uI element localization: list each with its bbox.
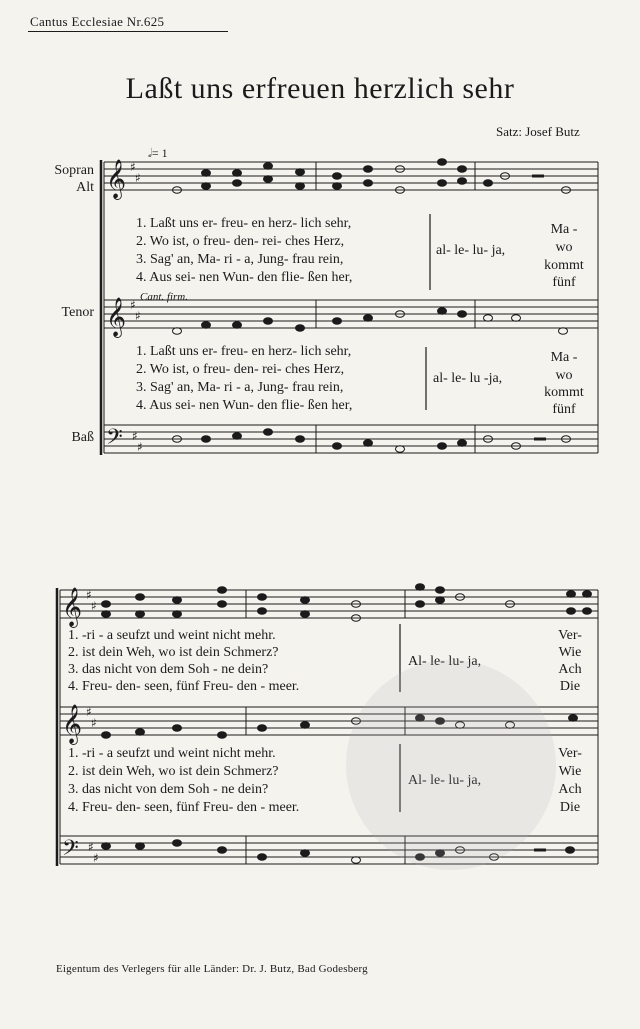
staff-sa-1 — [104, 162, 598, 190]
page-title: Laßt uns erfreuen herzlich sehr — [125, 72, 515, 105]
staff-tenor-1 — [104, 300, 598, 328]
verse-ending: Ver- — [558, 628, 582, 643]
footer-ownership: Eigentum des Verlegers für alle Länder: Dr. J. Butz, Bad Godesberg — [56, 963, 368, 975]
refrain-text: Al- le- lu- ja, — [408, 654, 482, 669]
staff-bass-1 — [104, 425, 598, 453]
treble-clef-icon: 𝄞 — [62, 587, 83, 627]
svg-text:♯: ♯ — [130, 160, 136, 174]
voice-label-bass: Baß — [71, 430, 94, 445]
verse-ending: wo — [555, 240, 573, 255]
verse-ending: Wie — [558, 645, 582, 660]
refrain-text: al- le- lu- ja, — [436, 243, 506, 258]
refrain-text: al- le- lu -ja, — [433, 371, 503, 386]
lyric-line: 4. Freu- den- seen, fünf Freu- den - meer. — [68, 679, 300, 694]
verse-ending: Die — [559, 800, 581, 815]
lyric-line: 1. Laßt uns er- freu- en herz- lich sehr, — [136, 344, 352, 359]
svg-text:♯: ♯ — [130, 298, 136, 312]
verse-ending: Ach — [558, 782, 582, 797]
voice-label-soprano: Sopran — [54, 163, 94, 178]
lyric-line: 2. Wo ist, o freu- den- rei- ches Herz, — [136, 234, 345, 249]
watermark-logo — [346, 660, 556, 870]
svg-text:♯: ♯ — [135, 309, 141, 323]
svg-text:♯: ♯ — [137, 440, 143, 454]
cantus-firmus-mark: Cant. firm. — [140, 291, 188, 303]
svg-text:♯: ♯ — [91, 716, 97, 730]
lyric-line: 3. das nicht von dem Soh - ne dein? — [68, 782, 269, 797]
tempo-mark: 𝅗𝅥= 1 — [148, 146, 168, 160]
verse-ending: Ma - — [550, 350, 578, 365]
bass-clef-icon: 𝄢 — [62, 836, 79, 866]
lyric-line: 3. Sag' an, Ma- ri - a, Jung- frau rein, — [136, 252, 344, 267]
lyric-line: 2. ist dein Weh, wo ist dein Schmerz? — [68, 645, 279, 660]
svg-text:♯: ♯ — [91, 599, 97, 613]
svg-text:♯: ♯ — [86, 588, 92, 602]
refrain-text: Al- le- lu- ja, — [408, 773, 482, 788]
treble-clef-icon: 𝄞 — [62, 704, 83, 744]
treble-clef-icon: 𝄞 — [106, 159, 127, 199]
verse-ending: kommt — [544, 258, 584, 273]
voice-label-alto: Alt — [76, 180, 94, 195]
verse-ending: Ma - — [550, 222, 578, 237]
svg-text:♯: ♯ — [132, 429, 138, 443]
verse-ending: kommt — [544, 385, 584, 400]
lyric-line: 3. das nicht von dem Soh - ne dein? — [68, 662, 269, 677]
lyric-line: 4. Freu- den- seen, fünf Freu- den - meer. — [68, 800, 300, 815]
svg-text:♯: ♯ — [88, 840, 94, 854]
lyric-line: 4. Aus sei- nen Wun- den flie- ßen her, — [136, 270, 353, 285]
verse-ending: Wie — [558, 764, 582, 779]
arranger-credit: Satz: Josef Butz — [496, 124, 580, 139]
verse-ending: fünf — [552, 402, 576, 417]
lyric-line: 2. ist dein Weh, wo ist dein Schmerz? — [68, 764, 279, 779]
verse-ending: Ach — [558, 662, 582, 677]
verse-ending: Ver- — [558, 746, 582, 761]
bass-clef-icon: 𝄢 — [106, 425, 123, 455]
svg-text:♯: ♯ — [86, 705, 92, 719]
series-label: Cantus Ecclesiae Nr.625 — [30, 14, 165, 29]
lyric-line: 1. -ri - a seufzt und weint nicht mehr. — [68, 628, 276, 643]
lyric-line: 3. Sag' an, Ma- ri - a, Jung- frau rein, — [136, 380, 344, 395]
lyric-line: 1. -ri - a seufzt und weint nicht mehr. — [68, 746, 276, 761]
half-note-icon: 𝅗𝅥 — [148, 146, 152, 160]
verse-ending: wo — [555, 368, 573, 383]
lyric-line: 2. Wo ist, o freu- den- rei- ches Herz, — [136, 362, 345, 377]
verse-ending: fünf — [552, 275, 576, 290]
verse-ending: Die — [559, 679, 581, 694]
voice-label-tenor: Tenor — [61, 305, 94, 320]
lyric-line: 4. Aus sei- nen Wun- den flie- ßen her, — [136, 398, 353, 413]
svg-text:♯: ♯ — [93, 851, 99, 865]
treble-clef-icon: 𝄞 — [106, 297, 127, 337]
svg-text:♯: ♯ — [135, 171, 141, 185]
lyric-line: 1. Laßt uns er- freu- en herz- lich sehr, — [136, 216, 352, 231]
